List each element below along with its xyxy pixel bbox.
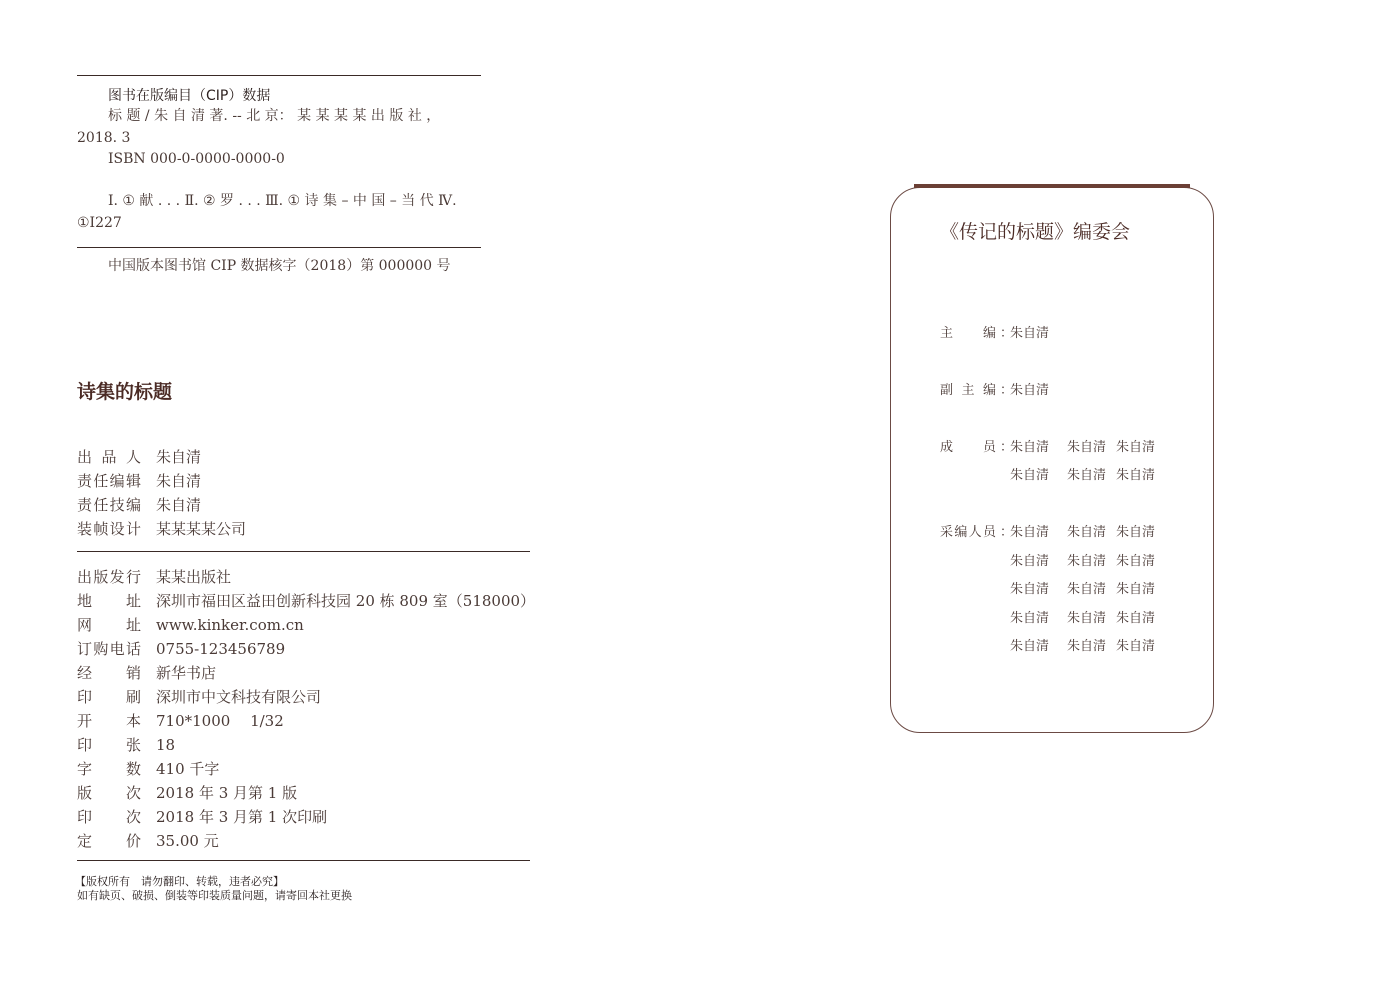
pub-value: 2018 年 3 月第 1 版	[156, 784, 298, 802]
committee-name: 朱自清	[1010, 611, 1050, 626]
committee-name: 朱自清	[1010, 582, 1050, 597]
pub-value: 0755-123456789	[156, 640, 286, 658]
pub-value: 某某出版社	[156, 568, 232, 586]
committee-name: 朱自清	[1010, 468, 1050, 483]
committee-name: 朱自清	[1116, 525, 1156, 540]
pub-label: 出版发行	[77, 568, 141, 586]
committee-label: 成员	[940, 440, 996, 455]
committee-name: 朱自清	[1116, 639, 1156, 654]
pub-value: 710*1000 1/32	[156, 712, 284, 730]
cip-heading: 图书在版编目（CIP）数据	[108, 88, 271, 104]
pub-value: 新华书店	[156, 664, 217, 682]
committee-top-bar	[914, 184, 1190, 188]
committee-title: 《传记的标题》编委会	[940, 221, 1131, 243]
credits-rule	[77, 551, 530, 552]
pub-label: 经销	[77, 664, 141, 682]
pub-value: 35.00 元	[156, 832, 219, 850]
pub-label: 印刷	[77, 688, 141, 706]
committee-name: 朱自清	[1116, 582, 1156, 597]
committee-name: 朱自清	[1067, 554, 1107, 569]
pub-label: 定价	[77, 832, 141, 850]
committee-name: 朱自清	[1010, 326, 1050, 341]
pub-value: 深圳市福田区益田创新科技园 20 栋 809 室（518000）	[156, 592, 536, 610]
copyright-notice: 【版权所有 请勿翻印、转载，违者必究】	[75, 875, 284, 888]
committee-label: 副主编	[940, 383, 996, 398]
credit-label: 装帧设计	[77, 520, 141, 538]
cip-top-rule	[77, 75, 481, 76]
pub-value: www.kinker.com.cn	[156, 616, 304, 634]
cip-bottom-rule	[77, 247, 481, 248]
book-title: 诗集的标题	[77, 381, 173, 403]
committee-name: 朱自清	[1010, 383, 1050, 398]
committee-colon: ：	[1000, 383, 1014, 398]
cip-line-2: 2018. 3	[77, 130, 131, 146]
committee-colon: ：	[1000, 525, 1014, 540]
pub-label: 印张	[77, 736, 141, 754]
pub-label: 印次	[77, 808, 141, 826]
cip-line-1: 标 题 / 朱 自 清 著. -- 北 京： 某 某 某 某 出 版 社 ，	[108, 108, 441, 124]
committee-colon: ：	[1000, 440, 1014, 455]
committee-name: 朱自清	[1067, 468, 1107, 483]
credit-label: 责任编辑	[77, 472, 141, 490]
committee-colon: ：	[1000, 326, 1014, 341]
committee-name: 朱自清	[1067, 611, 1107, 626]
cip-line-6: 中国版本图书馆 CIP 数据核字（2018）第 000000 号	[108, 258, 451, 274]
committee-name: 朱自清	[1010, 554, 1050, 569]
committee-name: 朱自清	[1116, 440, 1156, 455]
pub-label: 地址	[77, 592, 141, 610]
committee-name: 朱自清	[1116, 468, 1156, 483]
committee-name: 朱自清	[1010, 525, 1050, 540]
pub-value: 410 千字	[156, 760, 220, 778]
committee-name: 朱自清	[1067, 582, 1107, 597]
pub-label: 版次	[77, 784, 141, 802]
credit-label: 出品人	[77, 448, 141, 466]
pub-value: 2018 年 3 月第 1 次印刷	[156, 808, 328, 826]
pub-label: 网址	[77, 616, 141, 634]
pub-value: 18	[156, 736, 176, 754]
credit-value: 某某某某公司	[156, 520, 247, 538]
credit-value: 朱自清	[156, 496, 202, 514]
publication-rule	[77, 860, 530, 861]
committee-label: 采编人员	[940, 525, 996, 540]
committee-name: 朱自清	[1116, 611, 1156, 626]
credit-label: 责任技编	[77, 496, 141, 514]
committee-name: 朱自清	[1010, 639, 1050, 654]
committee-name: 朱自清	[1116, 554, 1156, 569]
cip-line-4: Ⅰ. ① 献 . . . Ⅱ. ② 罗 . . . Ⅲ. ① 诗 集 – 中 国 – 当 代 Ⅳ.	[108, 193, 457, 209]
quality-notice: 如有缺页、破损、倒装等印装质量问题，请寄回本社更换	[77, 889, 352, 902]
committee-name: 朱自清	[1067, 639, 1107, 654]
committee-name: 朱自清	[1010, 440, 1050, 455]
credit-value: 朱自清	[156, 472, 202, 490]
pub-label: 字数	[77, 760, 141, 778]
cip-line-3: ISBN 000-0-0000-0000-0	[108, 151, 285, 167]
pub-label: 订购电话	[77, 640, 141, 658]
cip-line-5: ①I227	[77, 215, 122, 231]
committee-label: 主编	[940, 326, 996, 341]
committee-name: 朱自清	[1067, 525, 1107, 540]
credit-value: 朱自清	[156, 448, 202, 466]
pub-label: 开本	[77, 712, 141, 730]
committee-panel	[890, 187, 1214, 733]
committee-name: 朱自清	[1067, 440, 1107, 455]
pub-value: 深圳市中文科技有限公司	[156, 688, 322, 706]
